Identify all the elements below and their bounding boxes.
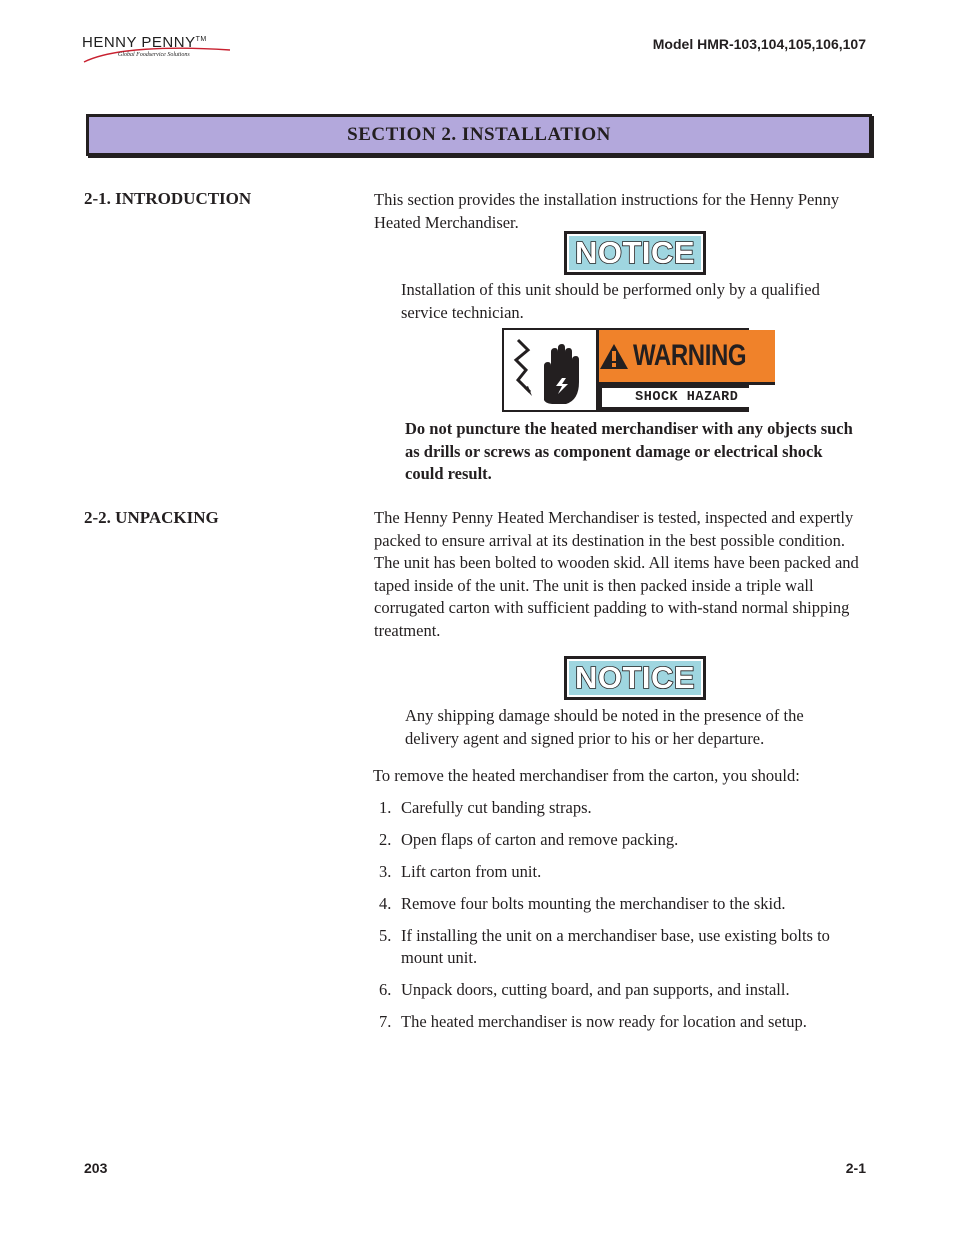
notice-label-text: NOTICE <box>574 660 696 695</box>
section-title: SECTION 2. INSTALLATION <box>347 124 611 145</box>
list-item: 2. Open flaps of carton and remove packing. <box>379 830 679 849</box>
list-item: 4. Remove four bolts mounting the merchandiser to the skid. <box>379 894 786 913</box>
list-item: 6. Unpack doors, cutting board, and pan supports, and install. <box>379 980 790 999</box>
notice-label-text: NOTICE <box>574 235 696 270</box>
brand-logo-text: HENNY PENNY <box>82 34 196 51</box>
shock-hazard-text: SHOCK HAZARD <box>635 390 739 405</box>
unpacking-steps-list <box>374 797 854 1043</box>
list-item: 7. The heated merchandiser is now ready for location and setup. <box>379 1012 807 1031</box>
notice-label-introduction <box>564 231 706 275</box>
list-item: 1. Carefully cut banding straps. <box>379 798 592 817</box>
warning-shock-hazard-label <box>502 328 749 412</box>
unpacking-body: The Henny Penny Heated Merchandiser is tested, inspected and expertly packed to ensure arrival at its destination in the best possible condition. The unit has been bolted to wooden skid. All items have been packed and taped inside of the unit. The unit is then packed inside a triple wall corrugated carton with sufficient padding to with-stand normal shipping treatment. <box>374 508 859 640</box>
notice-text-introduction: Installation of this unit should be performed only by a qualified service technician. <box>401 280 820 322</box>
warning-triangle-icon <box>599 343 629 370</box>
trademark-mark: TM <box>195 36 207 43</box>
list-item: 3. Lift carton from unit. <box>379 862 542 881</box>
brand-tagline: Global Foodservice Solutions <box>118 52 190 58</box>
introduction-body: This section provides the installation instructions for the Henny Penny Heated Merchandiser. <box>374 190 840 232</box>
section-banner <box>86 114 872 156</box>
page-number: 2-1 <box>845 1160 866 1176</box>
introduction-heading: 2-1. INTRODUCTION <box>84 189 252 208</box>
steps-intro: To remove the heated merchandiser from the carton, you should: <box>373 766 800 785</box>
model-number: Model HMR-103,104,105,106,107 <box>652 36 866 52</box>
list-item: 5. If installing the unit on a merchandiser base, use existing bolts to mount unit. <box>379 926 830 967</box>
warning-word: WARNING <box>633 339 747 372</box>
notice-label-unpacking <box>564 656 706 700</box>
footer-date-code: 203 <box>84 1160 108 1176</box>
unpacking-heading: 2-2. UNPACKING <box>84 508 219 527</box>
notice-text-unpacking: Any shipping damage should be noted in the presence of the delivery agent and signed prior to his or her departure. <box>405 706 804 748</box>
warning-text: Do not puncture the heated merchandiser with any objects such as drills or screws as component damage or electrical shock could result. <box>405 419 853 483</box>
warning-pictogram <box>504 330 599 410</box>
shock-hazard-hand-icon <box>504 330 596 410</box>
